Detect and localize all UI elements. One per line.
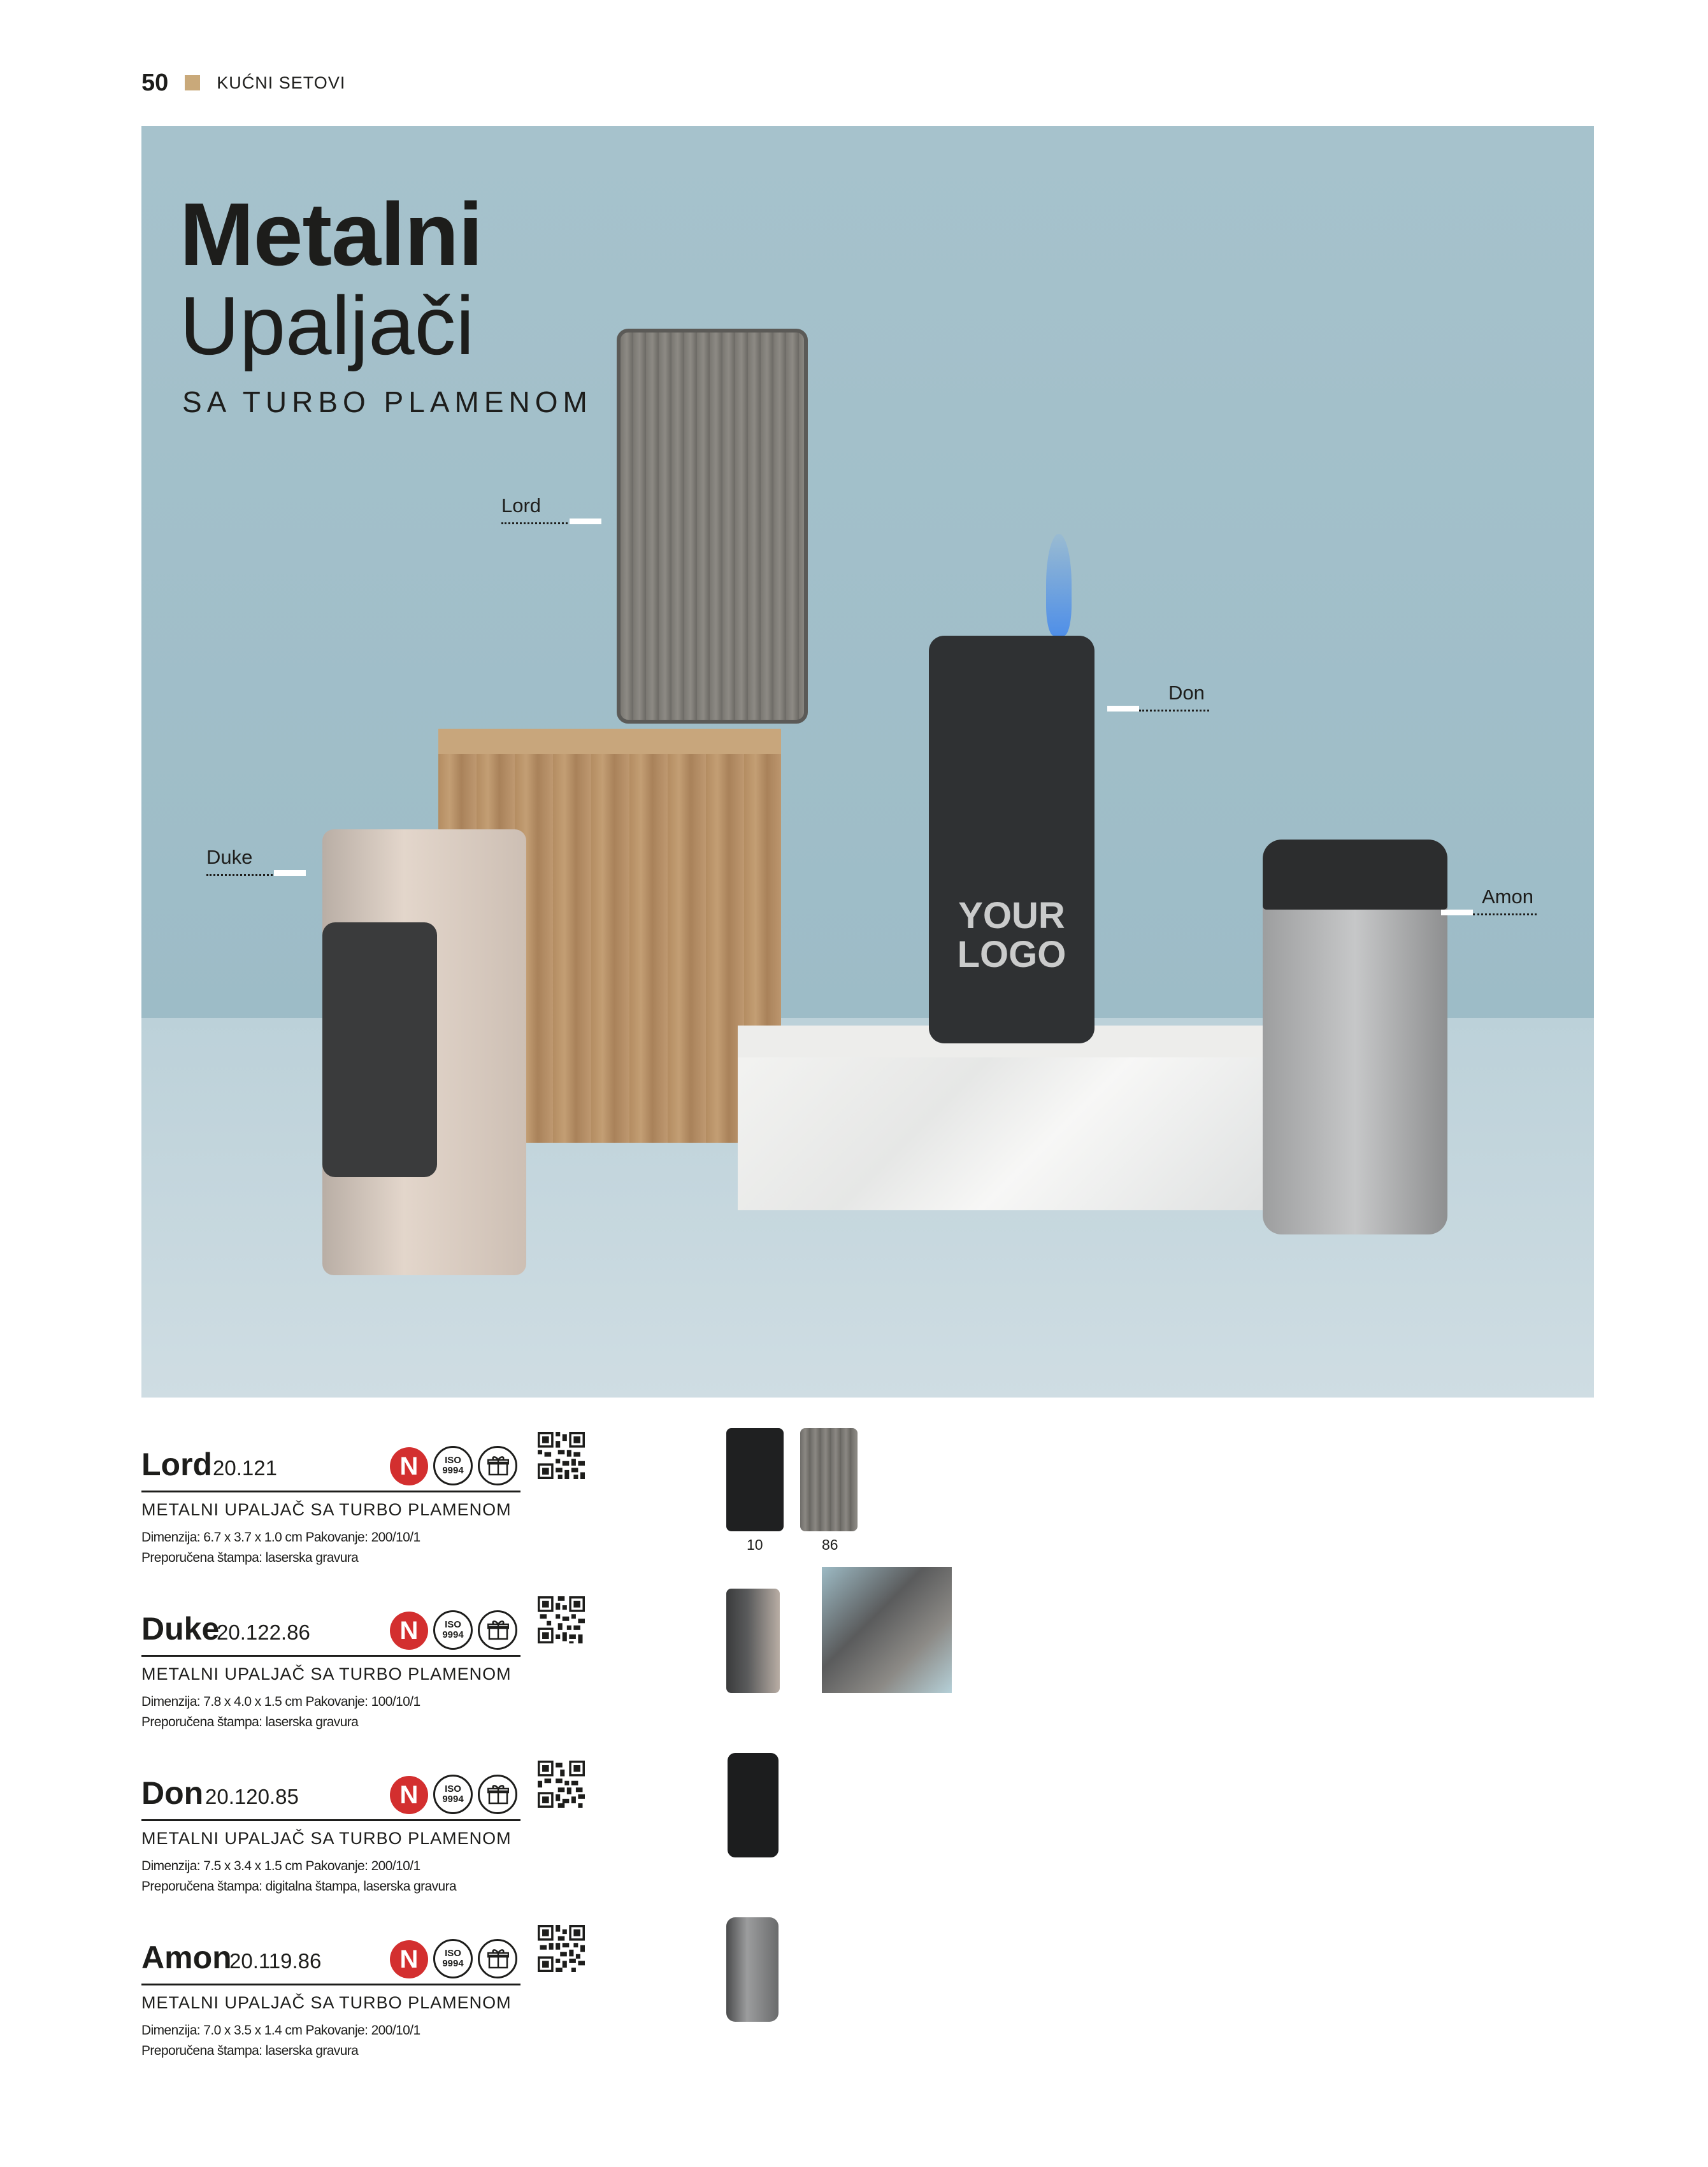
product-don: [141, 1768, 715, 1896]
lord-gunmetal-thumbnail: [800, 1428, 858, 1531]
spec-dimensions: Dimenzija: 6.7 x 3.7 x 1.0 cm Pakovanje: 200/10/1: [141, 1530, 420, 1545]
iso-number: 9994: [442, 1794, 464, 1805]
product-specs: [141, 1527, 715, 1568]
section-marker: [185, 75, 200, 90]
qr-code-icon[interactable]: [538, 1761, 585, 1808]
product-amon: [141, 1933, 715, 2061]
duke-lighter-grip: [322, 922, 437, 1177]
product-divider: [141, 1984, 520, 1985]
qr-code-icon[interactable]: [538, 1925, 585, 1972]
swatch-code-black: 10: [747, 1536, 763, 1553]
callout-duke-bar: [274, 870, 306, 876]
spec-print: Preporučena štampa: laserska gravura: [141, 1714, 359, 1729]
product-description: METALNI UPALJAČ SA TURBO PLAMENOM: [141, 1829, 512, 1848]
product-lord: [141, 1440, 715, 1568]
callout-duke-dots: [206, 874, 276, 876]
turbo-flame: [1046, 534, 1072, 636]
duke-thumbnail: [726, 1589, 780, 1693]
new-badge: N: [390, 1612, 428, 1650]
product-specs: [141, 1856, 715, 1896]
iso-label: ISO: [445, 1947, 461, 1959]
callout-lord: Lord: [501, 494, 542, 517]
product-description: METALNI UPALJAČ SA TURBO PLAMENOM: [141, 1993, 512, 2012]
new-badge: N: [390, 1776, 428, 1814]
qr-code-icon[interactable]: [538, 1432, 585, 1479]
spec-print: Preporučena štampa: digitalna štampa, laserska gravura: [141, 1878, 457, 1894]
product-name: Duke: [141, 1611, 220, 1647]
qr-code-icon[interactable]: [538, 1596, 585, 1643]
product-divider: [141, 1655, 520, 1657]
iso-label: ISO: [445, 1783, 461, 1794]
hero-subtitle: SA TURBO PLAMENOM: [182, 385, 592, 418]
gift-box-icon: [478, 1939, 517, 1978]
spec-print: Preporučena štampa: laserska gravura: [141, 1550, 359, 1565]
new-badge: N: [390, 1940, 428, 1978]
callout-amon: Amon: [1482, 885, 1533, 908]
callout-lord-dots: [501, 522, 571, 524]
amon-thumbnail: [726, 1917, 779, 2022]
iso-badge: [433, 1446, 473, 1485]
product-divider: [141, 1819, 520, 1821]
wood-cube-top: [438, 729, 781, 754]
product-name: Amon: [141, 1940, 232, 1975]
iso-badge: [433, 1939, 473, 1978]
product-specs: [141, 2020, 715, 2061]
new-badge: N: [390, 1447, 428, 1485]
product-name: Lord: [141, 1447, 213, 1482]
amon-lighter-top: [1263, 840, 1447, 910]
callout-amon-bar: [1441, 910, 1473, 915]
lord-black-thumbnail: [726, 1428, 784, 1531]
spec-dimensions: Dimenzija: 7.0 x 3.5 x 1.4 cm Pakovanje: 200/10/1: [141, 2023, 420, 2038]
page-number: 50: [141, 69, 169, 96]
callout-lord-bar: [570, 519, 601, 524]
callout-amon-dots: [1473, 913, 1537, 915]
lord-lighter-image: [617, 329, 808, 724]
section-title: KUĆNI SETOVI: [217, 73, 346, 92]
don-lighter-image: [929, 636, 1094, 1043]
hero-image: [141, 126, 1594, 1398]
product-code: 20.122.86: [217, 1620, 310, 1644]
gift-box-icon: [478, 1446, 517, 1485]
don-thumbnail: [728, 1753, 779, 1857]
spec-dimensions: Dimenzija: 7.5 x 3.4 x 1.5 cm Pakovanje: 200/10/1: [141, 1859, 420, 1873]
iso-label: ISO: [445, 1454, 461, 1466]
product-description: METALNI UPALJAČ SA TURBO PLAMENOM: [141, 1664, 512, 1684]
callout-don-bar: [1107, 706, 1139, 712]
iso-badge: [433, 1775, 473, 1814]
spec-dimensions: Dimenzija: 7.8 x 4.0 x 1.5 cm Pakovanje: 100/10/1: [141, 1694, 420, 1709]
iso-number: 9994: [442, 1465, 464, 1476]
spec-print: Preporučena štampa: laserska gravura: [141, 2043, 359, 2058]
iso-number: 9994: [442, 1958, 464, 1969]
product-description: METALNI UPALJAČ SA TURBO PLAMENOM: [141, 1500, 512, 1519]
gift-box-icon: [478, 1610, 517, 1650]
product-code: 20.119.86: [229, 1949, 322, 1973]
product-divider: [141, 1491, 520, 1492]
iso-badge: [433, 1610, 473, 1650]
product-name: Don: [141, 1775, 204, 1811]
duke-detail-thumbnail: [822, 1567, 952, 1693]
iso-number: 9994: [442, 1629, 464, 1640]
product-duke: [141, 1604, 715, 1732]
callout-duke: Duke: [206, 846, 253, 868]
product-specs: [141, 1692, 715, 1732]
swatch-code-gunmetal: 86: [822, 1536, 838, 1553]
don-logo-engraving: YOUR LOGO: [957, 895, 1066, 975]
product-code: 20.121: [213, 1456, 277, 1480]
hero-title-bold: Metalni: [180, 184, 483, 284]
callout-don: Don: [1168, 682, 1205, 704]
page-header: [141, 69, 345, 97]
gift-box-icon: [478, 1775, 517, 1814]
hero-title-light: Upaljači: [180, 279, 475, 372]
product-code: 20.120.85: [205, 1785, 299, 1808]
iso-label: ISO: [445, 1619, 461, 1630]
callout-don-dots: [1139, 710, 1209, 712]
